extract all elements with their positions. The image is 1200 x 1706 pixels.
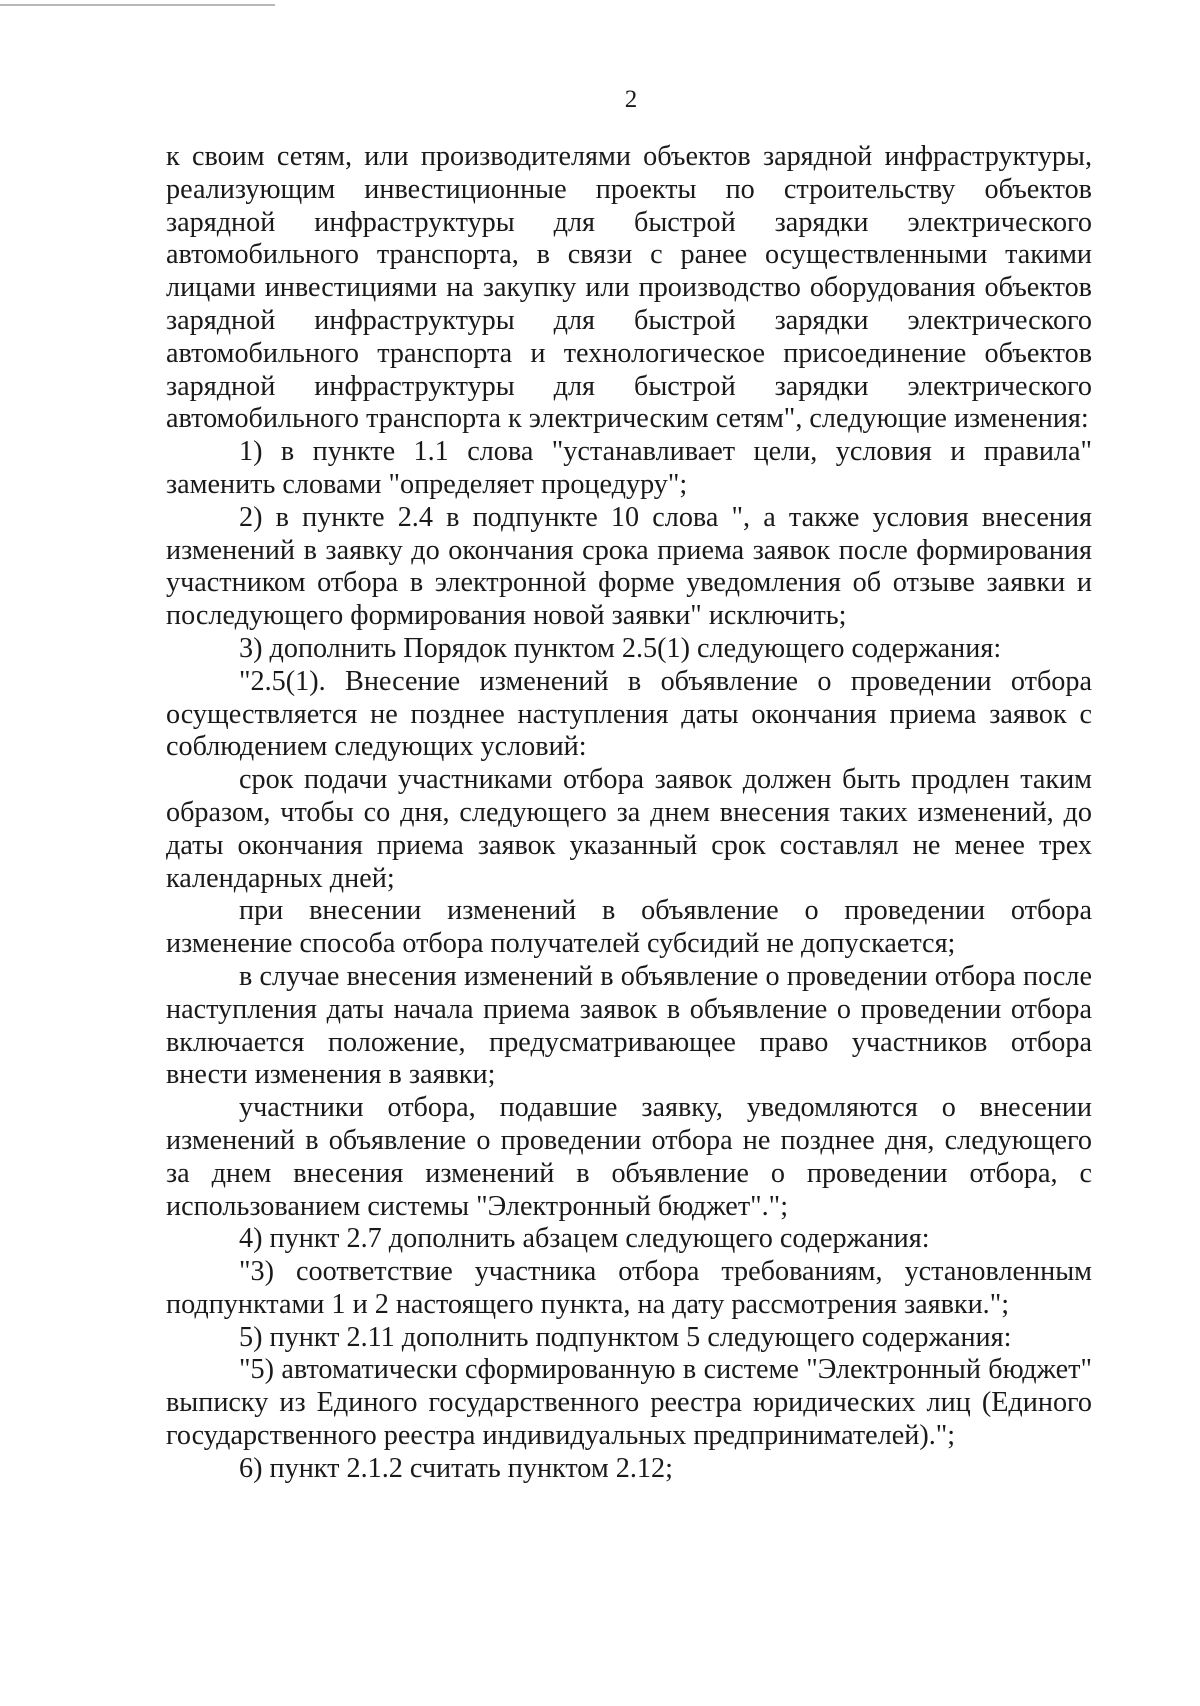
- paragraph: 4) пункт 2.7 дополнить абзацем следующего содержания:: [239, 1223, 930, 1255]
- paragraph: 3) дополнить Порядок пунктом 2.5(1) следующего содержания:: [239, 632, 1002, 664]
- paragraph: "5) автоматически сформированную в системе "Электронный бюджет" выписку из Единого государственного реестра юридических лиц (Единого государственного реестра индивидуальных предпринимателей).";: [166, 1354, 1092, 1452]
- scan-artifact-line: [0, 4, 275, 6]
- paragraph: 5) пункт 2.11 дополнить подпунктом 5 следующего содержания:: [239, 1321, 1012, 1353]
- document-body: [166, 141, 1092, 1486]
- paragraph: в случае внесения изменений в объявление о проведении отбора после наступления даты начала приема заявок в объявление о проведении отбора включается положение, предусматривающее право участников отбора внести изменения в заявки;: [166, 960, 1092, 1091]
- paragraph: 2) в пункте 2.4 в подпункте 10 слова ", а также условия внесения изменений в заявку до окончания срока приема заявок после формирования участником отбора в электронной форме уведомления об отзыве заявки и последующего формирования новой заявки" исключить;: [166, 501, 1092, 632]
- paragraph: "3) соответствие участника отбора требованиям, установленным подпунктами 1 и 2 настоящего пункта, на дату рассмотрения заявки.";: [166, 1256, 1092, 1320]
- paragraph: "2.5(1). Внесение изменений в объявление о проведении отбора осуществляется не позднее наступления даты окончания приема заявок с соблюдением следующих условий:: [166, 665, 1092, 763]
- paragraph: срок подачи участниками отбора заявок должен быть продлен таким образом, чтобы со дня, следующего за днем внесения таких изменений, до даты окончания приема заявок указанный срок составлял не менее трех календарных дней;: [166, 764, 1092, 894]
- paragraph: участники отбора, подавшие заявку, уведомляются о внесении изменений в объявление о проведении отбора не позднее дня, следующего за днем внесения изменений в объявление о проведении отбора, с использованием системы "Электронный бюджет".";: [166, 1092, 1092, 1222]
- paragraph: 1) в пункте 1.1 слова "устанавливает цели, условия и правила" заменить словами "определяет процедуру";: [166, 436, 1092, 500]
- paragraph: 6) пункт 2.1.2 считать пунктом 2.12;: [239, 1452, 673, 1484]
- paragraph: при внесении изменений в объявление о проведении отбора изменение способа отбора получателей субсидий не допускается;: [166, 895, 1092, 960]
- page-number: 2: [624, 86, 638, 113]
- paragraph: к своим сетям, или производителями объектов зарядной инфраструктуры, реализующим инвестиционные проекты по строительству объектов зарядной инфраструктуры для быстрой зарядки электрического автомобильного транспорта, в связи с ранее осуществленными такими лицами инвестициями на закупку или производство оборудования объектов зарядной инфраструктуры для быстрой зарядки электрического автомобильного транспорта и технологическое присоединение объектов зарядной инфраструктуры для быстрой зарядки электрического автомобильного транспорта к электрическим сетям", следующие изменения:: [166, 141, 1092, 435]
